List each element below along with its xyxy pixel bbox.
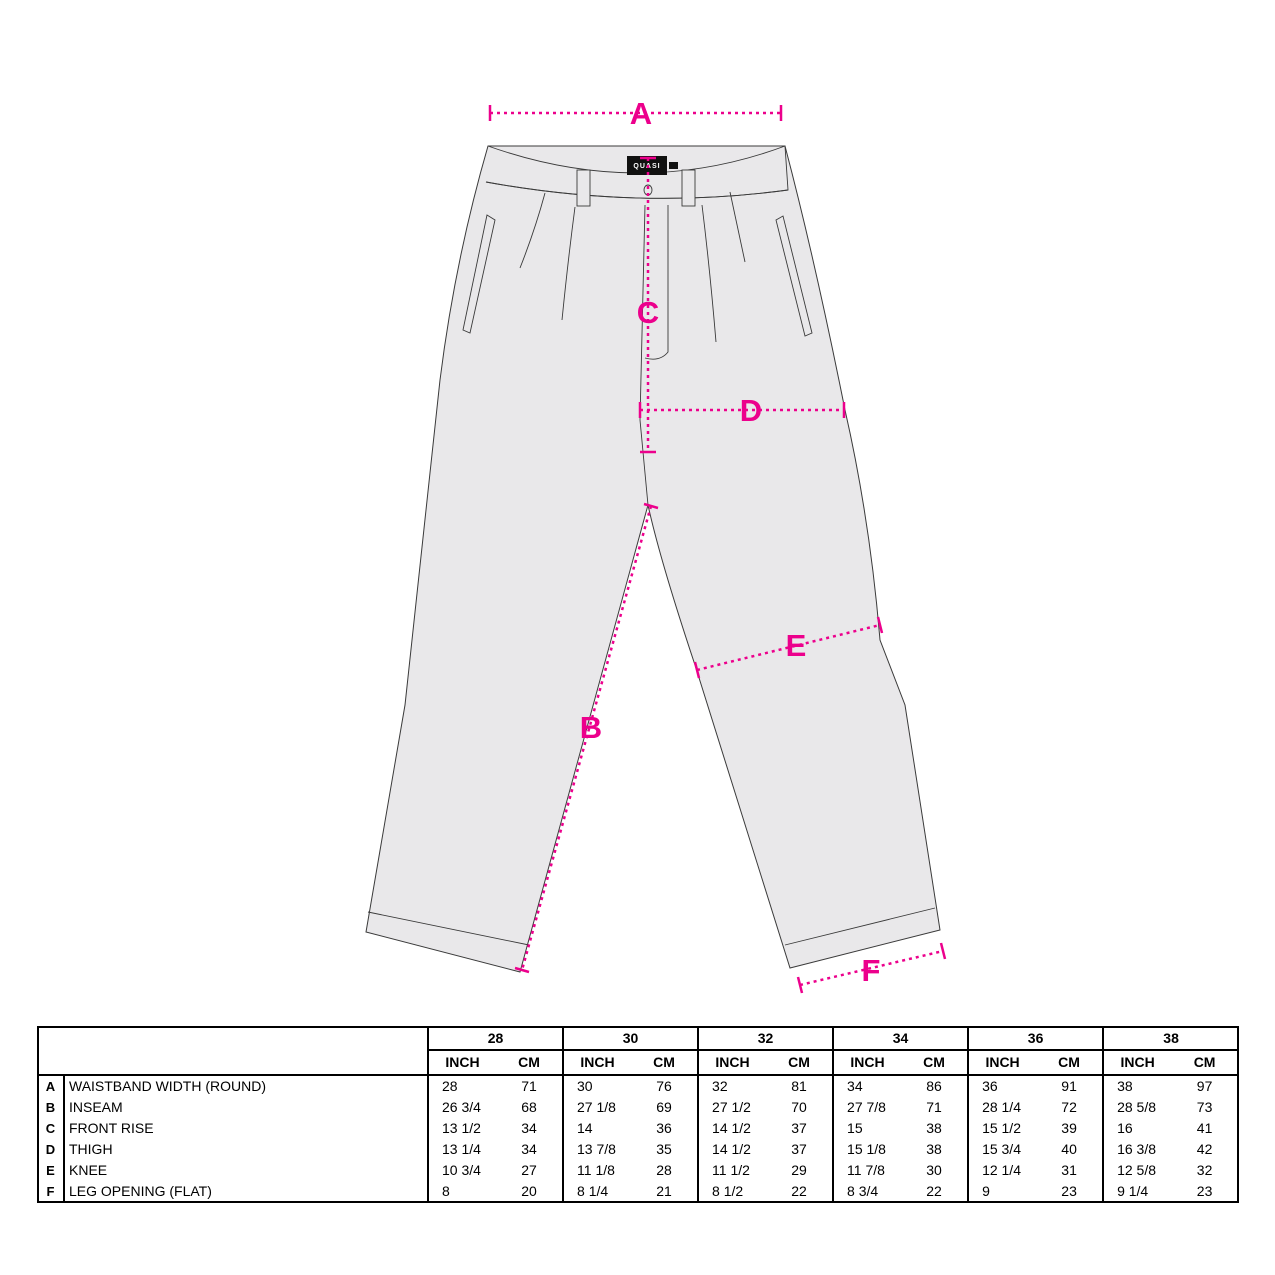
value-inch: 30 [563,1075,631,1097]
value-cm: 22 [791,1183,807,1199]
value-inch: 11 1/8 [563,1160,631,1181]
value-cm: 37 [791,1120,807,1136]
belt-loop-right [682,170,695,206]
value-cm: 32 [1196,1162,1213,1178]
value-inch: 38 [1103,1075,1171,1097]
size-header: 32 [698,1027,833,1050]
value-cm: 73 [1196,1099,1213,1115]
value-cm: 69 [656,1099,672,1115]
value-cm: 34 [521,1141,537,1157]
value-cm: 28 [656,1162,672,1178]
value-inch: 8 [428,1181,496,1202]
value-cm: 39 [1061,1120,1077,1136]
measurement-row [38,1075,1238,1097]
measurement-name: LEG OPENING (FLAT) [69,1183,212,1199]
value-inch: 27 1/2 [698,1097,766,1118]
measurement-row [38,1118,1238,1139]
value-inch: 8 3/4 [833,1181,901,1202]
value-inch: 28 5/8 [1103,1097,1171,1118]
value-cm: 72 [1061,1099,1077,1115]
size-header: 34 [833,1027,968,1050]
value-inch: 8 1/2 [698,1181,766,1202]
value-inch: 14 [563,1118,631,1139]
unit-header-cm: CM [766,1050,833,1075]
value-inch: 27 1/8 [563,1097,631,1118]
value-inch: 13 1/2 [428,1118,496,1139]
size-header: 30 [563,1027,698,1050]
value-inch: 13 1/4 [428,1139,496,1160]
value-cm: 68 [521,1099,537,1115]
value-cm: 23 [1061,1183,1077,1199]
value-cm: 31 [1061,1162,1077,1178]
unit-header-inch: INCH [968,1050,1036,1075]
value-inch: 27 7/8 [833,1097,901,1118]
value-cm: 29 [791,1162,807,1178]
value-cm: 21 [656,1183,672,1199]
measure-label-e: E [785,628,807,663]
value-inch: 34 [833,1075,901,1097]
unit-header-cm: CM [1036,1050,1103,1075]
measurement-row [38,1139,1238,1160]
measurement-letter: F [38,1181,64,1202]
measurement-letter: D [38,1139,64,1160]
value-inch: 15 1/8 [833,1139,901,1160]
value-cm: 97 [1196,1078,1213,1094]
value-inch: 32 [698,1075,766,1097]
unit-header-inch: INCH [563,1050,631,1075]
belt-loop-left [577,170,590,206]
measurement-row [38,1181,1238,1202]
value-inch: 15 1/2 [968,1118,1036,1139]
size-header: 28 [428,1027,563,1050]
value-inch: 14 1/2 [698,1118,766,1139]
measurement-row [38,1160,1238,1181]
unit-header-cm: CM [901,1050,968,1075]
measurement-name: THIGH [69,1141,113,1157]
unit-header-cm: CM [1171,1050,1238,1075]
value-cm: 70 [791,1099,807,1115]
value-inch: 8 1/4 [563,1181,631,1202]
measurement-row [38,1097,1238,1118]
value-cm: 35 [656,1141,672,1157]
value-inch: 12 1/4 [968,1160,1036,1181]
size-chart-table [38,1027,1238,1202]
value-cm: 36 [656,1120,672,1136]
measurement-name: WAISTBAND WIDTH (ROUND) [69,1078,267,1094]
value-inch: 13 7/8 [563,1139,631,1160]
value-inch: 26 3/4 [428,1097,496,1118]
measurement-letter: C [38,1118,64,1139]
value-cm: 20 [521,1183,537,1199]
value-cm: 27 [521,1162,537,1178]
size-tag [669,162,678,169]
value-cm: 22 [926,1183,942,1199]
value-inch: 36 [968,1075,1036,1097]
unit-header-cm: CM [631,1050,698,1075]
unit-header-cm: CM [496,1050,563,1075]
value-cm: 23 [1196,1183,1213,1199]
value-inch: 12 5/8 [1103,1160,1171,1181]
value-cm: 34 [521,1120,537,1136]
measurement-name: KNEE [69,1162,108,1178]
measurement-name: FRONT RISE [69,1120,154,1136]
value-cm: 71 [521,1078,537,1094]
value-cm: 41 [1196,1120,1213,1136]
value-inch: 16 [1103,1118,1171,1139]
value-cm: 38 [926,1120,942,1136]
unit-header-inch: INCH [833,1050,901,1075]
value-cm: 42 [1196,1141,1213,1157]
unit-header-inch: INCH [698,1050,766,1075]
measurement-letter: A [38,1075,64,1097]
value-cm: 86 [926,1078,942,1094]
value-cm: 91 [1061,1078,1077,1094]
value-inch: 11 7/8 [833,1160,901,1181]
value-inch: 16 3/8 [1103,1139,1171,1160]
measurement-name: INSEAM [69,1099,123,1115]
unit-header-inch: INCH [1103,1050,1171,1075]
measure-label-c: C [636,295,660,330]
measurement-letter: E [38,1160,64,1181]
value-cm: 81 [791,1078,807,1094]
value-inch: 9 [968,1181,1036,1202]
measure-label-f: F [861,953,881,988]
value-cm: 76 [656,1078,672,1094]
value-inch: 28 1/4 [968,1097,1036,1118]
value-inch: 10 3/4 [428,1160,496,1181]
value-inch: 11 1/2 [698,1160,766,1181]
size-header: 36 [968,1027,1103,1050]
measurement-letter: B [38,1097,64,1118]
size-header-row [38,1027,1238,1050]
value-cm: 40 [1061,1141,1077,1157]
value-cm: 71 [926,1099,942,1115]
value-cm: 30 [926,1162,942,1178]
value-inch: 28 [428,1075,496,1097]
value-inch: 14 1/2 [698,1139,766,1160]
size-header: 38 [1103,1027,1238,1050]
trousers-outline [366,146,940,972]
value-inch: 15 3/4 [968,1139,1036,1160]
value-inch: 9 1/4 [1103,1181,1171,1202]
value-cm: 37 [791,1141,807,1157]
measure-label-a: A [629,96,653,131]
header-blank [38,1027,428,1075]
measure-label-b: B [579,710,603,745]
brand-label: QUASI [633,163,661,170]
measure-label-d: D [739,393,763,428]
unit-header-inch: INCH [428,1050,496,1075]
value-inch: 15 [833,1118,901,1139]
value-cm: 38 [926,1141,942,1157]
